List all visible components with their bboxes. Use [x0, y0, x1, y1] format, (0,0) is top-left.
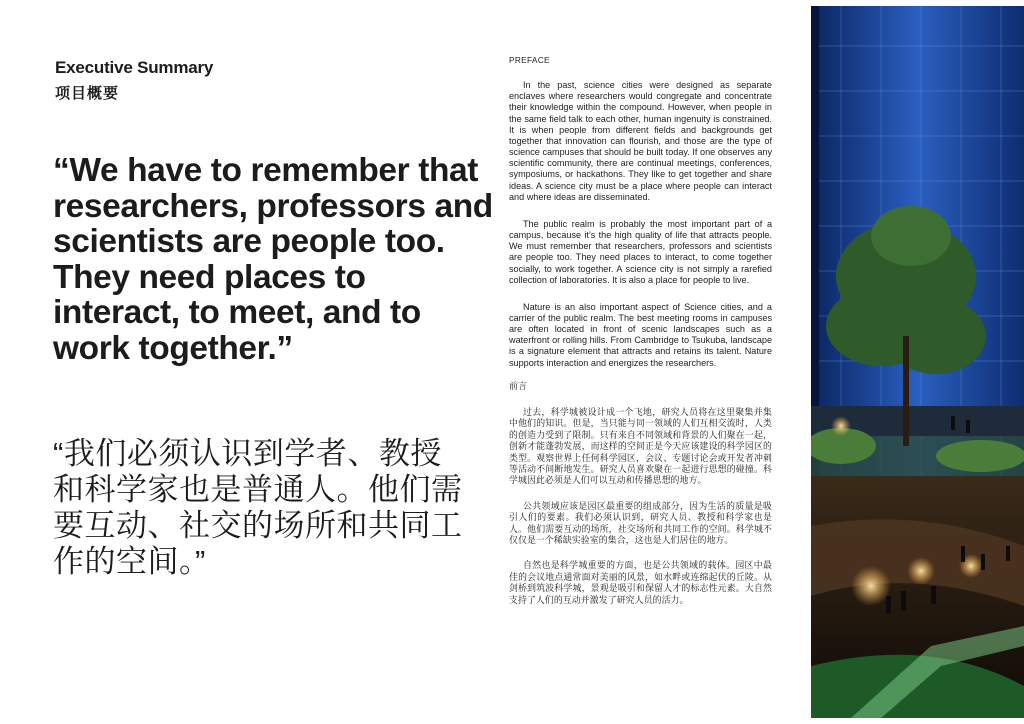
preface-paragraph: Nature is an also important aspect of Science cities, and a carrier of the public realm. The best meeting rooms in campuses are often located in front of scenic landscapes such as a waterfront or rolling hills. From Cambridge to Tsukuba, landscape is a signature element that attracts and retains its talent. Nature supports interaction and energizes the researchers. — [509, 301, 772, 368]
preface-paragraph-cn: 过去，科学城被设计成一个飞地，研究人员将在这里聚集并集中他们的知识。但是，当只能与同一领域的人们互相交流时，人类的创造力受到了限制。只有来自不同领域和背景的人们聚在一起，创新才能蓬勃发展，而这样的空间正是今天应该建设的科学园区的类型。观察世界上任何科学园区，会议、专题讨论会或开发者冲刺等活动不间断地发生。研究人员喜欢聚在一起进行思想的碰撞。科学城因此必须是人们可以互动和传播思想的地方。 — [509, 406, 772, 486]
section-title: Executive Summary — [55, 58, 214, 77]
pull-quote-cn: “我们必须认识到学者、教授和科学家也是普通人。他们需要互动、社交的场所和共同工作的空间。” — [53, 436, 463, 579]
section-title-cn: 项目概要 — [55, 85, 120, 102]
preface-column — [509, 55, 772, 620]
pull-quote-en: “We have to remember that researchers, professors and scientists are people too. They need places to interact, to meet, and to work together.” — [53, 152, 493, 367]
preface-heading-cn: 前言 — [509, 380, 528, 391]
preface-paragraph: In the past, science cities were designed as separate enclaves where researchers would congregate and concentrate their knowledge within the compound. However, when people in the same field talk to each other, human ingenuity is constrained. It is when people from different fields and backgrounds get together that innovation can flourish, and those are the type of science campuses that should be built today. If one observes any scientific community, there are continual meetings, conferences, symposiums, or hackathons. They like to get together and share ideas. A science city must be a place where people can interact and where ideas are disseminated. — [509, 80, 772, 202]
campus-night-rendering-graphic — [811, 6, 1024, 718]
preface-paragraph-cn: 公共领域应该是园区最重要的组成部分，因为生活的质量是吸引人们的要素。我们必须认识到，研究人员、教授和科学家也是人。他们需要互动的场所，社交场所和共同工作的空间。科学城不仅仅是一个稀缺实验室的集合，这也是人们居住的地方。 — [509, 500, 772, 545]
preface-heading: PREFACE — [509, 55, 550, 65]
campus-night-rendering-image — [811, 6, 1024, 718]
preface-paragraph: The public realm is probably the most important part of a campus, because it’s the high quality of life that attracts people. We must remember that researchers, professors and scientists are people too. They need places to interact, to come together socially, to work together. A science city is not simply a rarefied collection of laboratories. It is also a place for people to live. — [509, 218, 772, 285]
preface-paragraph-cn: 自然也是科学城重要的方面，也是公共领域的载体。园区中最佳的会议地点通常面对美丽的风景，如水畔或连绵起伏的丘陵。从剑桥到筑波科学城，景观是吸引和保留人才的标志性元素。大自然支持了人们的互动并激发了研究人员的活力。 — [509, 560, 772, 605]
